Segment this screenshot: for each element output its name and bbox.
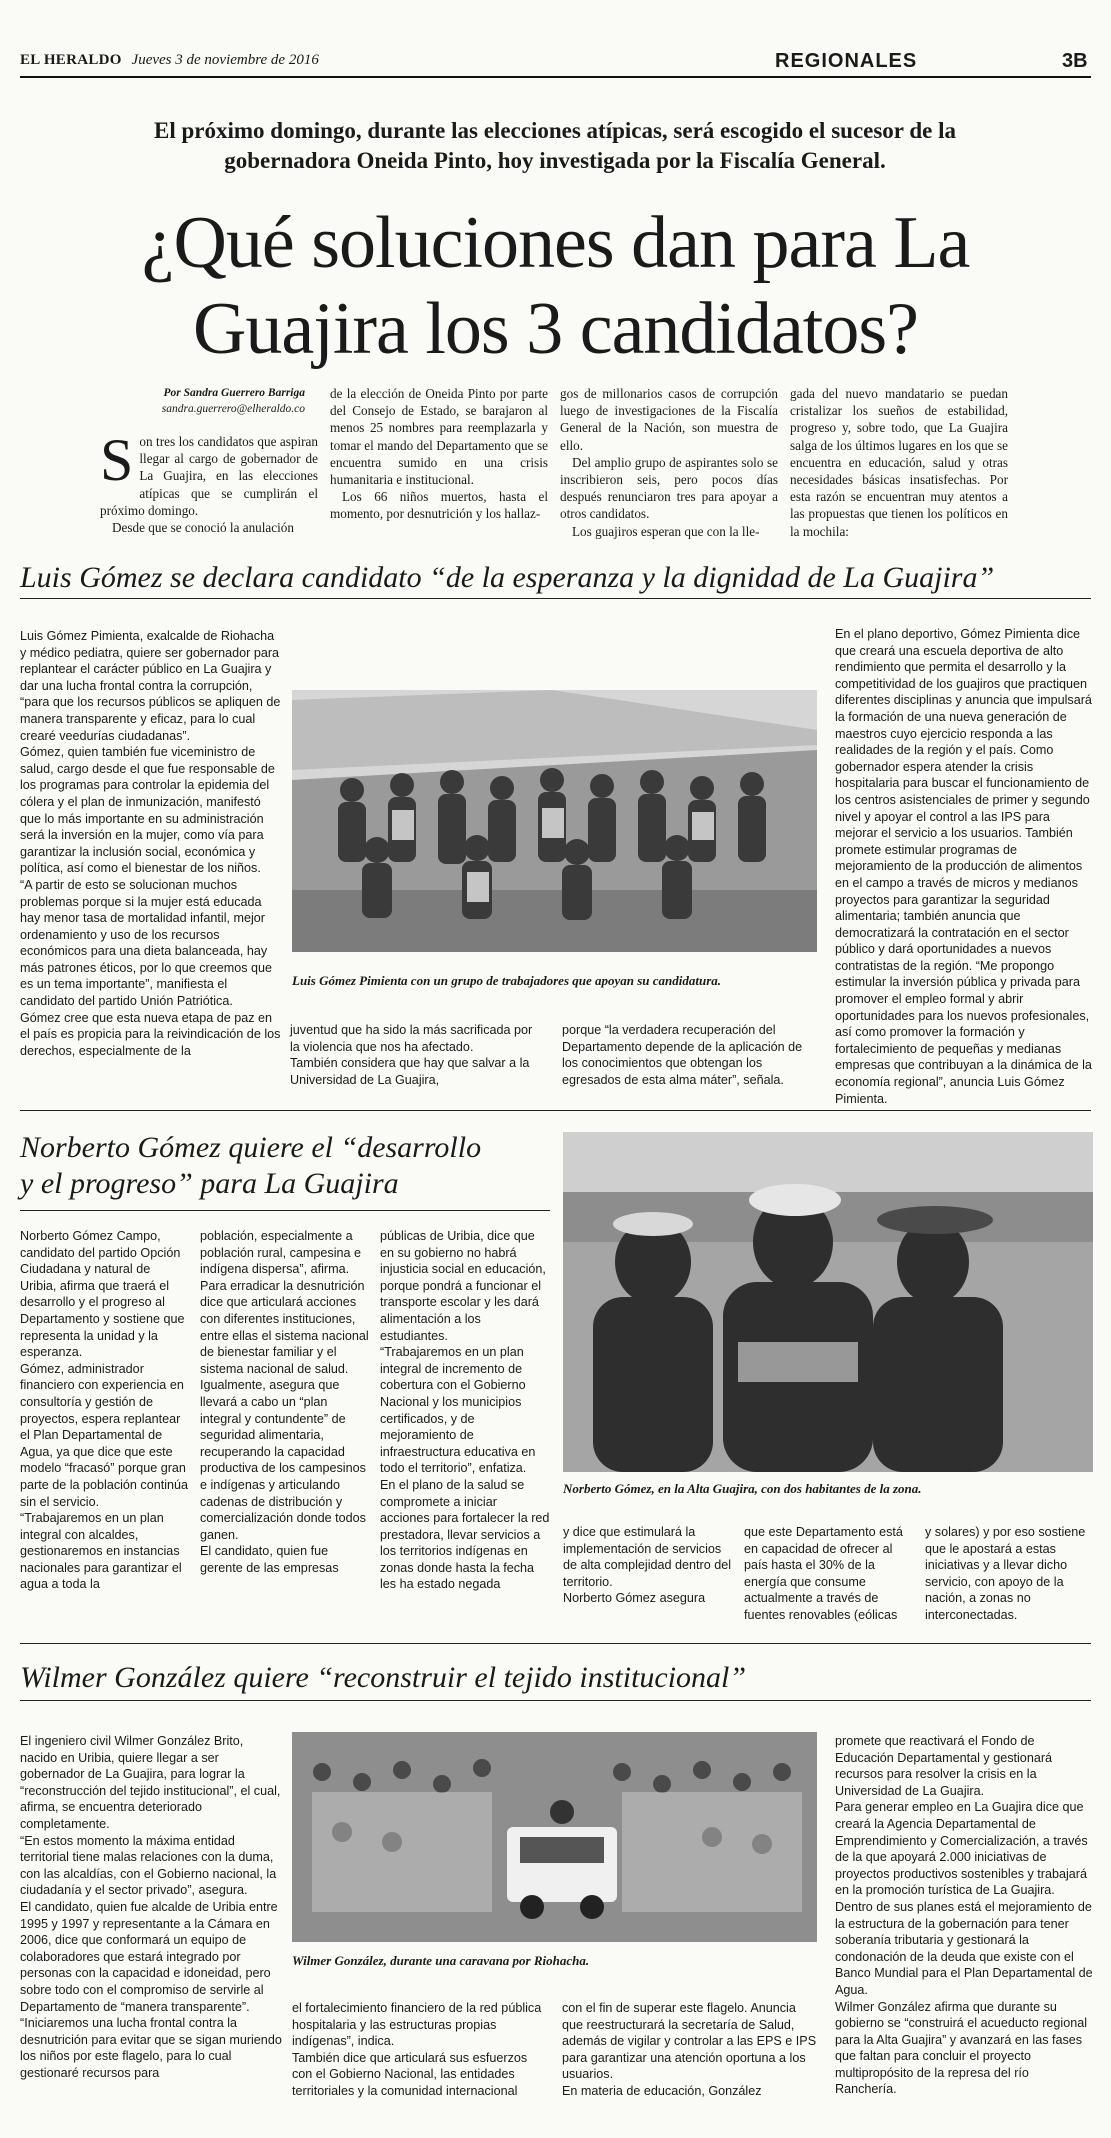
section-title-wilmer-gonzalez: Wilmer González quiere “reconstruir el tejido institucional” [20, 1661, 747, 1694]
intro-paragraph: Los guajiros esperan que con la lle- [572, 523, 760, 539]
section-title-line: Norberto Gómez quiere el “desarrollo [20, 1131, 482, 1164]
drop-cap: S [100, 427, 134, 493]
article-column: con el fin de superar este flagelo. Anuncia que reestructurará la secretaría de Salud, además de vigilar y controlar a las EPS e IPS para garantizar una atención oportuna a los usuarios. En materia de educación, González [562, 2001, 817, 2098]
article-column: y dice que estimulará la implementación de servicios de alta complejidad dentro del territorio. Norberto Gómez asegura [563, 1525, 732, 1606]
page-number: 3B [1062, 50, 1088, 72]
section-rule [20, 598, 1091, 599]
photo-wilmer-gonzalez-caravan [292, 1732, 817, 1942]
intro-paragraph: gada del nuevo mandatario se puedan cristalizar los sueños de estabilidad, progreso y, sobre todo, que La Guajira salga de los últimos lugares en los que se encuentra en educación, salud y otras necesidades básicas insatisfechas. Por esta razón se encuentran muy atentos a las propuestas que tienen los políticos en la mochila: [790, 386, 1008, 539]
byline-author: Por Sandra Guerrero Barriga [163, 387, 305, 399]
section-title-norberto-gomez [20, 1130, 560, 1202]
intro-paragraph: de la elección de Oneida Pinto por parte del Consejo de Estado, se barajaron al menos 25 nombres para reemplazarla y tomar el mando del Departamento que se encuentra sumido en una crisis humanitaria e institucional. [330, 386, 548, 488]
section-rule [20, 1643, 1091, 1644]
photo-norberto-gomez [563, 1132, 1093, 1472]
intro-column-2 [330, 385, 548, 523]
issue-date: Jueves 3 de noviembre de 2016 [131, 52, 319, 68]
article-column: población, especialmente a población rural, campesina e indígena dispersa”, afirma. Para erradicar la desnutrición dice que articulará acciones con diferentes instituciones, entre ellas el sistema nacional de bienestar familiar y el sistema nacional de salud. Igualmente, asegura que llevará a cabo un “plan integral y contundente” de seguridad alimentaria, recuperando la capacidad productiva de los campesinos e indígenas y articulando cadenas de distribución y comercialización donde todos ganen. El candidato, quien fue gerente de las empresas [200, 1229, 369, 1575]
section-rule [20, 1110, 1091, 1111]
photo-caption: Luis Gómez Pimienta con un grupo de trabajadores que apoyan su candidatura. [292, 973, 722, 988]
photo-luis-gomez-group [292, 690, 817, 952]
byline [105, 385, 305, 417]
intro-paragraph: on tres los candidatos que aspiran llegar al cargo de gobernador de La Guajira, en las elecciones atípicas que se cumplirán el próximo domingo. [100, 434, 318, 518]
section-rule [20, 1210, 550, 1211]
paper-name: EL HERALDO [20, 52, 122, 68]
article-column: que este Departamento está en capacidad de ofrecer al país hasta el 30% de la energía que consume actualmente a través de fuentes renovables (eólicas [744, 1525, 903, 1622]
intro-paragraph: Los 66 niños muertos, hasta el momento, por desnutrición y los hallaz- [330, 489, 548, 522]
caravan-photo-illustration [292, 1732, 817, 1942]
section-title-line: y el progreso” para La Guajira [20, 1167, 399, 1200]
article-column: juventud que ha sido la más sacrificada por la violencia que nos ha afectado. También considera que hay que salvar a la Universidad de La Guajira, [290, 1023, 533, 1087]
intro-column-4 [790, 385, 1008, 540]
photo-caption: Norberto Gómez, en la Alta Guajira, con dos habitantes de la zona. [563, 1481, 922, 1496]
photo-caption: Wilmer González, durante una caravana por Riohacha. [292, 1953, 590, 1968]
article-column: En el plano deportivo, Gómez Pimienta dice que creará una escuela deportiva de alto rendimiento que permita el desarrollo y la competitividad de los guajiros que practiquen diferentes disciplinas y anuncia que impulsará la formación de una nueva generación de maestros cuyo ejercicio responda a las realidades de la región y el país. Como gobernador espera atender la crisis hospitalaria para buscar el funcionamiento de los centros asistenciales de primer y segundo nivel y apoyar el control a las IPS para mejorar el servicio a los usuarios. También promete estimular programas de mejoramiento de la producción de alimentos en el campo a través de micros y medianos proyectos para garantizar la seguridad alimentaria; también anuncia que democratizará la contratación en el sector público y dará oportunidades a nuevos contratistas de la región. “Me propongo estimular la inversión pública y privada para promover el empleo formal y abrir oportunidades para los nuevos profesionales, así como promover la formación y fortalecimiento de pequeñas y medianas empresas que contribuyan a la dinámica de la economía regional”, anuncia Luis Gómez Pimienta. [835, 627, 1092, 1106]
byline-email: sandra.guerrero@elheraldo.co [161, 403, 305, 415]
intro-paragraph: Desde que se conoció la anulación [112, 520, 294, 536]
masthead [20, 52, 319, 69]
article-column: El ingeniero civil Wilmer González Brito, nacido en Uribia, quiere llegar a ser gobernador de La Guajira, para lograr la “reconstrucción del tejido institucional”, el cual, afirma, se encuentra deteriorado completamente. “En estos momento la máxima entidad territorial tiene malas relaciones con la duma, con las alcaldías, con el Gobierno nacional, la ciudadanía y el sector privado”, asegura. El candidato, quien fue alcalde de Uribia entre 1995 y 1997 y representante a la Cámara en 2006, dice que conformará un equipo de colaboradores que estará integrado por personas con la capacidad e idoneidad, pero sobre todo con el compromiso de servirle al Departamento de “manera transparente”. “Iniciaremos una lucha frontal contra la desnutrición para evitar que se sigan muriendo los niños por este flagelo, para lo cual gestionaré recursos para [20, 1734, 282, 2080]
article-column: Norberto Gómez Campo, candidato del partido Opción Ciudadana y natural de Uribia, afirma que traerá el desarrollo y el progreso al Departamento y sostiene que representa la unidad y la esperanza. Gómez, administrador financiero con experiencia en consultoría y gestión de proyectos, espera replantear el Plan Departamental de Agua, ya que dice que este modelo “fracasó” porque gran parte de la población continúa sin el servicio. “Trabajaremos en un plan integral con alcaldes, gestionaremos en instancias nacionales para garantizar el agua a toda la [20, 1229, 189, 1592]
section-name: REGIONALES [775, 50, 918, 72]
intro-paragraph: gos de millonarios casos de corrupción luego de investigaciones de la Fiscalía General de la Nación, son muestra de ello. [560, 386, 778, 453]
section-rule [20, 1700, 1091, 1701]
article-column: y solares) y por eso sostiene que le apostará a estas iniciativas y a llevar dicho servicio, con apoyo de la nación, a zonas no interconectadas. [925, 1525, 1086, 1622]
portrait-photo-illustration [563, 1132, 1093, 1472]
intro-paragraph: Del amplio grupo de aspirantes solo se inscribieron seis, pero pocos días después renunciaron tres para apoyar a otros candidatos. [560, 454, 778, 522]
article-column: públicas de Uribia, dice que en su gobierno no habrá injusticia social en educación, porque pondrá a funcionar el transporte escolar y les dará alimentación a los estudiantes. “Trabajaremos en un plan integral de incremento de cobertura con el Gobierno Nacional y los municipios certificados, y de mejoramiento de infraestructura educativa en todo el territorio”, enfatiza. En el plano de la salud se compromete a iniciar acciones para fortalecer la red prestadora, llevar servicios a los territorios indígenas en zonas donde hasta la fecha les ha estado negada [380, 1229, 550, 1592]
crowd-photo-illustration [292, 690, 817, 952]
header-rule [20, 76, 1091, 78]
headline: ¿Qué soluciones dan para La Guajira los 3 candidatos? [141, 202, 970, 370]
article-column: promete que reactivará el Fondo de Educación Departamental y gestionará recursos para resolver la crisis en la Universidad de La Guajira. Para generar empleo en La Guajira dice que creará la Agencia Departamental de Emprendimiento y Comercialización, a través de la que apoyará 2.000 iniciativas de proyectos productivos sostenibles y trabajará en la promoción turística de La Guajira. Dentro de sus planes está el mejoramiento de la estructura de la gobernación para tener soberanía tributaria y gestionará la condonación de la deuda que existe con el Banco Mundial para el Plan Departamental de Agua. Wilmer González afirma que durante su gobierno se “construirá el acueducto regional para la Alta Guajira” y avanzará en las fases que faltan para concluir el proyecto multipropósito de la represa del río Ranchería. [835, 1734, 1093, 2097]
article-column: el fortalecimiento financiero de la red pública hospitalaria y las estructuras propias indígenas”, indica. También dice que articulará sus esfuerzos con el Gobierno Nacional, las entidades territoriales y la comunidad internacional [292, 2001, 542, 2098]
article-column: Luis Gómez Pimienta, exalcalde de Riohacha y médico pediatra, quiere ser gobernador para replantear el carácter público en La Guajira y dar una lucha frontal contra la corrupción, “para que los recursos públicos se apliquen de manera transparente y eficaz, para lo cual crearé veedurías ciudadanas”. Gómez, quien también fue viceministro de salud, cargo desde el que fue responsable de los programas para controlar la epidemia del cólera y el plan de inmunización, manifestó que lo más importante en su administración será la inversión en la mujer, como vía para garantizar la inclusión social, económica y política, así como el bienestar de los niños. “A partir de esto se solucionan muchos problemas porque si la mujer está educada hay menor tasa de mortalidad infantil, mejor ordenamiento y uso de los recursos económicos para una dieta balanceada, hay más patrones éticos, por lo que creemos que es un tema importante”, manifiesta el candidato del partido Unión Patriótica. Gómez cree que esta nueva etapa de paz en el país es propicia para la reivindicación de los derechos, especialmente de la [20, 629, 281, 1058]
article-column: porque “la verdadera recuperación del Departamento depende de la aplicación de los conocimientos que obtengan los egresados de esta alma máter”, señala. [562, 1023, 803, 1087]
section-title-luis-gomez: Luis Gómez se declara candidato “de la esperanza y la dignidad de La Guajira” [20, 561, 995, 594]
intro-column-1 [100, 427, 318, 536]
deck: El próximo domingo, durante las elecciones atípicas, será escogido el sucesor de la gobernadora Oneida Pinto, hoy investigada por la Fiscalía General. [154, 118, 956, 173]
intro-column-3 [560, 385, 778, 540]
